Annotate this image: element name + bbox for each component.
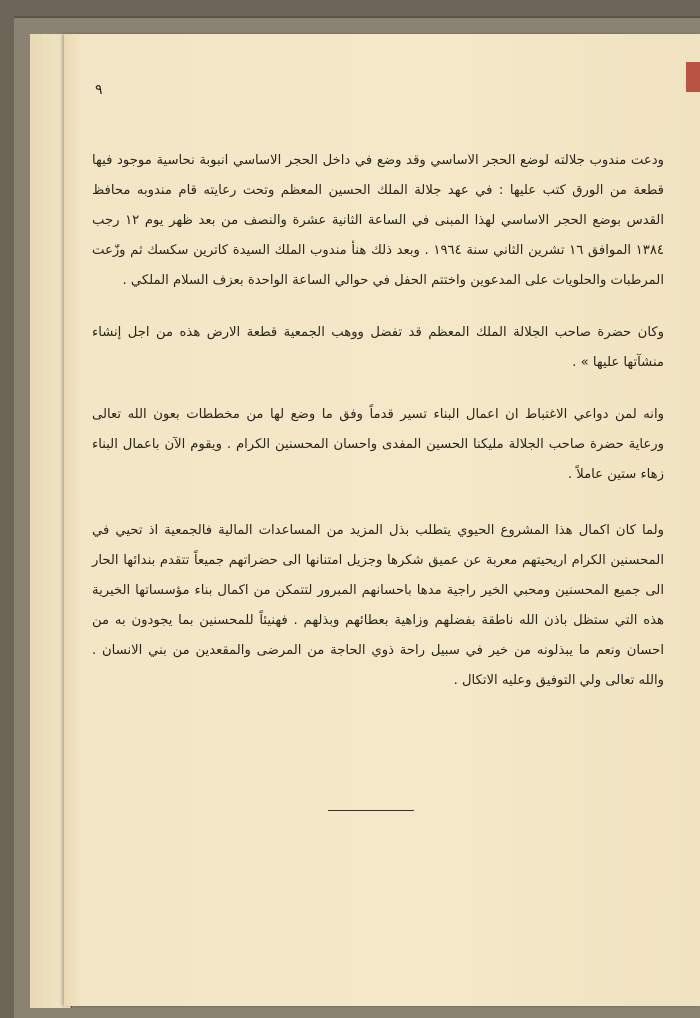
paragraph: ودعت مندوب جلالته لوضع الحجر الاساسي وقد وضع في داخل الحجر الاساسي انبوبة نحاسية موجود فيها قطعة من الورق كتب عليها : في عهد جلالة الملك الحسين المعظم وتحت رعايته قام مندوبه محافظ القدس بوضع الحجر الاساسي لهذا المبنى في الساعة الثانية عشرة والنصف من بعد ظهر يوم ١٢ رجب ١٣٨٤ الموافق ١٦ تشرين الثاني سنة ١٩٦٤ . وبعد ذلك هنأ مندوب الملك السيدة كاترين سكسك ثم وزّعت المرطبات والحلويات على المدعوين واختتم الحفل في حوالي الساعة الواحدة بعزف السلام الملكي .	[92, 153, 664, 288]
paragraph: وكان حضرة صاحب الجلالة الملك المعظم قد تفضل ووهب الجمعية قطعة الارض هذه من اجل إنشاء منشآتها عليها » .	[92, 325, 664, 370]
body-text	[92, 146, 664, 696]
bookmark-strip	[686, 62, 700, 92]
paragraph: وانه لمن دواعي الاغتباط ان اعمال البناء تسير قدماً وفق ما وضع لها من مخططات بعون الله تعالى ورعاية حضرة صاحب الجلالة مليكنا الحسين المفدى واحسان المحسنين الكرام . ويقوم الآن باعمال البناء زهاء ستين عاملاً .	[92, 407, 664, 482]
section-divider	[328, 810, 414, 811]
paragraph: ولما كان اكمال هذا المشروع الحيوي يتطلب بذل المزيد من المساعدات المالية فالجمعية اذ تحيي في المحسنين الكرام اريحيتهم معربة عن عميق شكرها وجزيل امتنانها الى حضراتهم جميعاً تتقدم بندائها الحار الى جميع المحسنين ومحبي الخير راجية مدها باحسانهم المبرور لتتمكن من اكمال بناء مؤسساتها الخيرية هذه التي ستظل باذن الله ناطقة بفضلهم وزاهية بعطائهم وبذلهم . فهنيئاً للمحسنين بما يجودون به من احسان ونعم ما يبذلونه من خير في سبيل راحة ذوي الحاجة من المرضى والمقعدين من بني الانسان . والله تعالى ولي التوفيق وعليه الاتكال .	[92, 523, 664, 688]
page-number: ٩	[95, 82, 103, 98]
document-page	[64, 34, 700, 1006]
